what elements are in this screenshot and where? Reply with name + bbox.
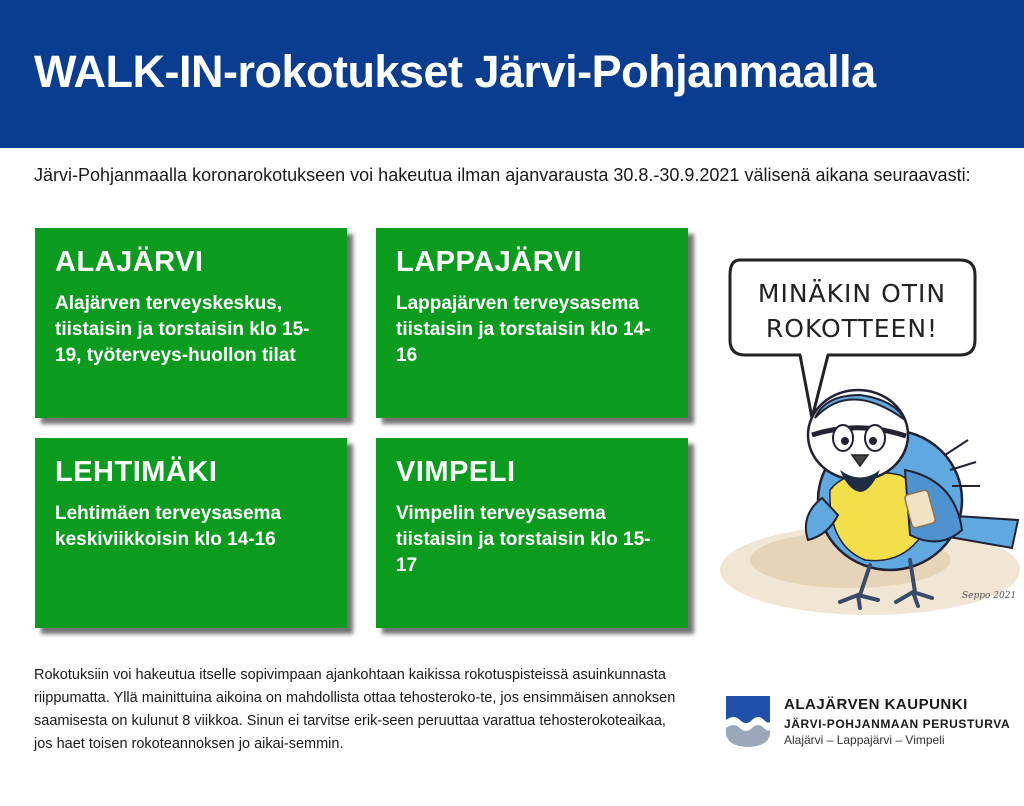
page-title: WALK-IN-rokotukset Järvi-Pohjanmaalla — [34, 46, 876, 97]
org-name-health: JÄRVI-POHJANMAAN PERUSTURVA — [784, 717, 1011, 731]
location-name: VIMPELI — [396, 456, 516, 488]
org-municipalities: Alajärvi – Lappajärvi – Vimpeli — [784, 733, 945, 747]
bird-illustration — [700, 230, 1024, 630]
organization-logo — [724, 694, 1014, 754]
location-name: LEHTIMÄKI — [55, 456, 218, 488]
intro-text: Järvi-Pohjanmaalla koronarokotukseen voi hakeutua ilman ajanvarausta 30.8.-30.9.2021 välisenä aikana seuraavasti: — [34, 165, 971, 185]
location-details: Lappajärven terveysasema tiistaisin ja torstaisin klo 14-16 — [396, 293, 651, 366]
speech-line-2: ROKOTTEEN! — [765, 314, 939, 343]
location-box-vimpeli — [376, 438, 688, 628]
artist-signature: Seppo 2021 — [962, 591, 1017, 601]
location-details: Vimpelin terveysasema tiistaisin ja torstaisin klo 15-17 — [396, 503, 651, 576]
footnote-text: Rokotuksiin voi hakeutua itselle sopivimpaan ajankohtaan kaikissa rokotuspisteissä asuinkunnasta riippumatta. Yllä mainittuina aikoina on mahdollista ottaa tehosteroko-te, jos ensimmäisen annoksen saamisesta on kulunut 8 viikkoa. Sinun ei tarvitse erik-seen peruuttaa varattua tehosterokoteaikaa, jos haet toisen rokoteannoksen jo aikai-semmin. — [34, 667, 676, 752]
location-box-lehtimaki — [35, 438, 347, 628]
org-name-city: ALAJÄRVEN KAUPUNKI — [784, 696, 968, 713]
location-details: Alajärven terveyskeskus, tiistaisin ja torstaisin klo 15-19, työterveys-huollon tilat — [55, 293, 310, 366]
speech-line-1: MINÄKIN OTIN — [757, 279, 947, 308]
location-name: ALAJÄRVI — [55, 246, 204, 278]
location-box-alajarvi — [35, 228, 347, 418]
location-details: Lehtimäen terveysasema keskiviikkoisin klo 14-16 — [55, 503, 282, 550]
shield-logo-icon — [724, 694, 772, 748]
location-box-lappajarvi — [376, 228, 688, 418]
location-name: LAPPAJÄRVI — [396, 246, 583, 278]
header-banner — [0, 0, 1024, 148]
